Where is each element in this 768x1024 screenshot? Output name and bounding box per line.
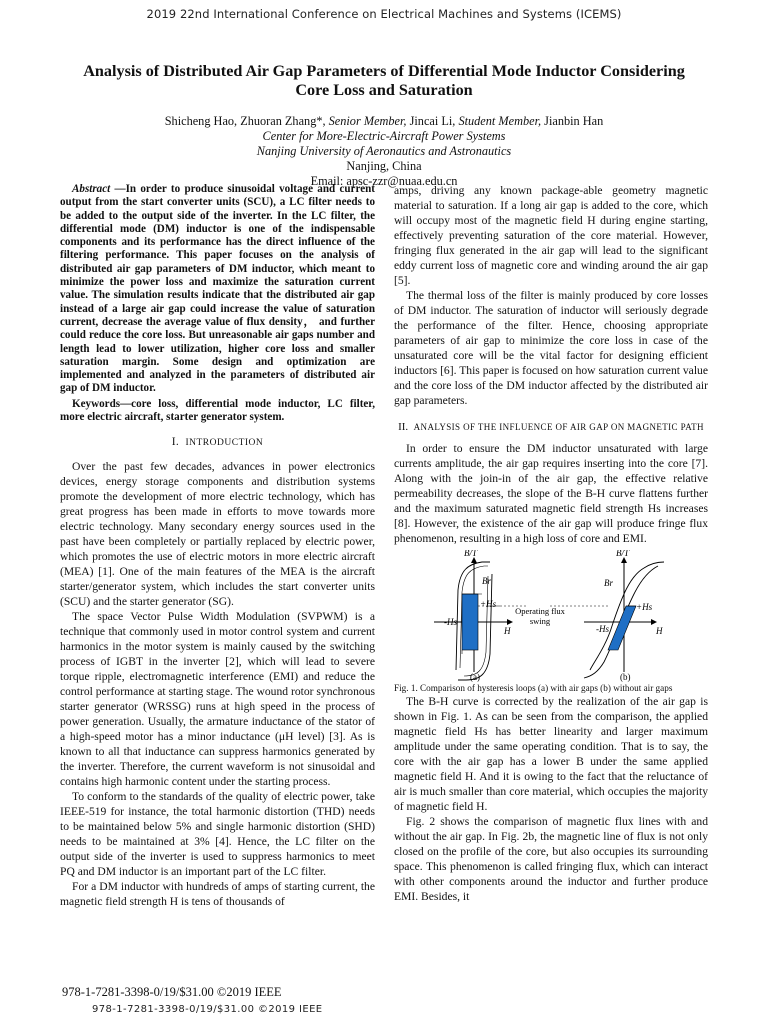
label-hs-pos-a: +Hs [480,599,497,609]
loop-b [584,558,664,678]
axis-label-h-b: H [656,626,663,636]
figure-1-caption: Fig. 1. Comparison of hysteresis loops (a) with air gaps (b) without air gaps [394,683,673,693]
authors-part3: Jianbin Han [541,114,604,128]
author-role-1: Senior Member, [328,114,407,128]
author-line [90,114,678,129]
section-1-heading [60,434,375,451]
affiliation-1: Center for More-Electric-Aircraft Power Systems [262,129,506,143]
intro-paragraph-1: Over the past few decades, advances in power electronics devices, energy storage components and distribution systems promote the development of more electric technology, which has great progress has been made in efforts to move towards more electric technology. Many secondary energy sources used in the past have been completely or partially replaced by electric power, which promotes the use of electric motors in more electric aircraft (MEA) [1]. One of the main features of the MEA is the aircraft starter/generator system, which includes the start converter units (SCU) and the starter generator (SG). [60,460,375,609]
affiliation-2: Nanjing University of Aeronautics and Astronautics [256,144,512,158]
section-2-title: ANALYSIS OF THE INFLUENCE OF AIR GAP ON MAGNETIC PATH [413,422,704,432]
author-role-2: Student Member, [458,114,542,128]
paper-title: Analysis of Distributed Air Gap Parameters of Differential Mode Inductor Considering Core Loss and Saturation [83,62,685,99]
after-figure-paragraph-2: Fig. 2 shows the comparison of magnetic flux lines with and without the air gap. In Fig. 2b, the magnetic line of flux is not only closed on the profile of the core, but also occupies its surrounding space. This phenomenon is called fringing flux, which can interact with other components around the inductor and further produce EMI. Besides, it [394,815,708,903]
swing-label-line1: Operating flux [515,606,565,616]
authors-part1: Shicheng Hao, Zhuoran Zhang*, [164,114,329,128]
section-2-heading [394,420,708,435]
axis-label-bt-a: B/T [464,550,478,558]
label-br-b: Br [604,578,613,588]
after-figure-paragraph-1: The B-H curve is corrected by the realization of the air gap is shown in Fig. 1. As can be seen from the comparison, the applied magnetic field Hs has better linearity and larger maximum amplitude under the same operating condition. That is to say, the core with the air gap has a lower B under the same applied magnetic field H. And it is owing to the fact that the reluctance of air is much smaller than core material, which occupies the majority of magnetic field H. [394,695,708,813]
abstract-lead: Abstract [72,183,111,195]
flux-swing-fill-a [462,594,478,650]
copyright-line-duplicate: 978-1-7281-3398-0/19/$31.00 ©2019 IEEE [92,1004,323,1015]
left-column [60,183,375,909]
section-1-title: INTRODUCTION [185,438,264,449]
section-2-number: II. [398,421,409,433]
label-hs-neg-b: -Hs [596,624,609,634]
location: Nanjing, China [346,159,422,173]
subfigure-label-a: (a) [470,672,480,682]
figure-1 [394,550,708,682]
thermal-paragraph: The thermal loss of the filter is mainly produced by core losses of DM inductor. The saturation of inductor will seriously degrade the performance of the filter. Hence, choosing appropriate parameters of air gap to minimize the core loss in case of the unsaturated core will be the vital factor for designing efficient inductors [6]. This paper is focused on how saturation current value and the core loss of the DM inductor affected by the distributed air gap parameters. [394,289,708,407]
swing-label-line2: swing [529,616,551,626]
email: Email: apsc-zzr@nuaa.edu.cn [310,174,458,188]
axis-label-h-a: H [504,626,511,636]
axis-label-bt-b: B/T [616,550,630,558]
section-1-number: I. [171,435,180,449]
authors-part2: Jincai Li, [406,114,459,128]
subfigure-label-b: (b) [620,672,631,682]
keywords: Keywords—core loss, differential mode inductor, LC filter, more electric aircraft, starter generator system. [60,397,375,424]
label-hs-neg-a: -Hs [444,617,457,627]
abstract-text: —In order to produce sinusoidal voltage and current output from the start converter units (SCU), a LC filter needs to be added to the output side of the inverter. In the LC filter, the differential mode (DM) inductor is one of the indispensable components and its performance has the direct influence of the filtering performance. This paper focuses on the analysis of distributed air gap parameters of DM inductor, which meant to minimize the power loss and maximize the saturation current value. The simulation results indicate that the distributed air gap instead of a large air gap could increase the value of saturation current, decrease the average value of flux density， and further could reduce the core loss. But unreasonable air gaps number and length lead to lower utilization, higher core loss and smaller saturation margin. Some design and optimization are implemented and analyzed in the parameters of distributed air gap of DM inductor. [60,183,375,395]
abstract [60,183,375,424]
flux-swing-fill-b [608,606,636,650]
author-block [90,114,678,189]
label-br-a: Br [482,576,491,586]
section-2-paragraph-1: In order to ensure the DM inductor unsaturated with large currents amplitude, the air gap requires inserting into the core [7]. Along with the join-in of the air gap, the effective relative permeability decreases, the slope of the B-H curve flattens further and the maximum saturated magnetic field strength Hs increases [8]. However, the existence of the air gap will produce fringe flux phenomenon, resulting in a high loss of core and EMI. [394,442,708,545]
hysteresis-diagram [394,550,708,682]
intro-paragraph-4: For a DM inductor with hundreds of amps of starting current, the magnetic field strength H is tens of thousands of [60,880,375,909]
continued-paragraph: amps, driving any known package-able geometry magnetic material to saturation. If a long air gap is added to the core, which will occupy most of the magnetic field H during engine starting, effectively preventing saturation of the core material. However, fringing flux generated in the air gap will lead to the significant eddy current loss of magnetic core and winding around the air gap [5]. [394,184,708,287]
abstract-paragraph [60,183,375,396]
label-hs-pos-b: +Hs [636,602,653,612]
copyright-line: 978-1-7281-3398-0/19/$31.00 ©2019 IEEE [62,985,282,999]
right-column [394,183,708,904]
conference-header: 2019 22nd International Conference on Electrical Machines and Systems (ICEMS) [146,7,622,21]
intro-paragraph-3: To conform to the standards of the quality of electric power, take IEEE-519 for instance, the total harmonic distortion (THD) needs to be maintained below 5% and single harmonic distortion (SHD) needs to be maintained at 3% [4]. Hence, the LC filter on the output side of the inverter is used to suppress harmonics to meet PQ and DM inductor is an important part of the LC filter. [60,790,375,879]
intro-paragraph-2: The space Vector Pulse Width Modulation (SVPWM) is a technique that commonly used in motor control system and current harmonics in the motor system is mainly caused by the switching process of IGBT in the inverter [2], which will lead to severe torque ripple, electromagnetic interference (EMI) and reduce the control performance at starting stage. The wound rotor synchronous starter generator (WRSSG) runs at high speed in the process of power generation. Usually, the armature inductance of the stator of a high-speed motor has a minor inductance (μH level) [3]. As is known to all that inductance can suppress harmonics generated by the inverter. Therefore, the current waveform is not sinusoidal and contains high harmonic content under the starting process. [60,610,375,789]
